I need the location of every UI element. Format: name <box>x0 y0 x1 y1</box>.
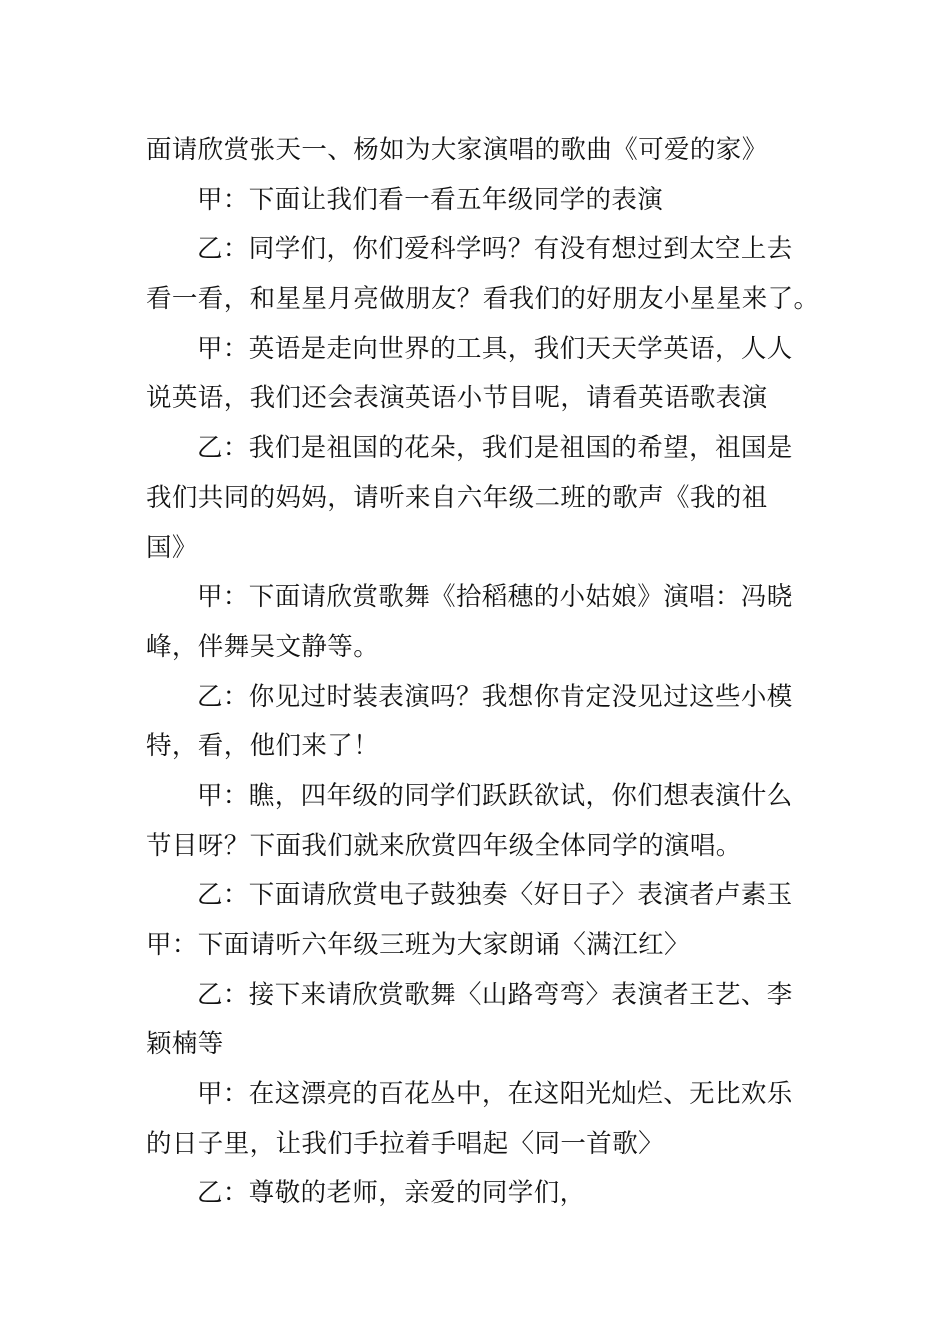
text-line: 甲：下面让我们看一看五年级同学的表演 <box>197 184 664 215</box>
text-line: 甲：瞧，四年级的同学们跃跃欲试，你们想表演什么 <box>197 780 793 811</box>
text-line: 甲：下面请欣赏歌舞《拾稻穗的小姑娘》演唱：冯晓 <box>197 582 793 613</box>
text-line: 说英语，我们还会表演英语小节目呢，请看英语歌表演 <box>146 383 768 414</box>
document-body <box>146 126 820 1219</box>
text-line: 甲：英语是走向世界的工具，我们天天学英语，人人 <box>197 333 793 364</box>
text-line: 我们共同的妈妈，请听来自六年级二班的歌声《我的祖 <box>146 482 768 513</box>
text-line: 甲：在这漂亮的百花丛中，在这阳光灿烂、无比欢乐 <box>197 1079 793 1110</box>
text-line: 乙：同学们，你们爱科学吗？有没有想过到太空上去 <box>197 234 793 265</box>
text-line: 乙：尊敬的老师，亲爱的同学们， <box>197 1178 586 1209</box>
text-line: 看一看，和星星月亮做朋友？看我们的好朋友小星星来了。 <box>146 284 820 315</box>
text-line: 国》 <box>146 532 198 563</box>
text-line: 乙：你见过时装表演吗？我想你肯定没见过这些小模 <box>197 681 793 712</box>
text-line: 乙：接下来请欣赏歌舞〈山路弯弯〉表演者王艺、李 <box>197 979 793 1010</box>
text-line: 乙：下面请欣赏电子鼓独奏〈好日子〉表演者卢素玉 <box>197 880 793 911</box>
text-line: 面请欣赏张天一、杨如为大家演唱的歌曲《可爱的家》 <box>146 135 768 165</box>
text-line: 的日子里，让我们手拉着手唱起〈同一首歌〉 <box>146 1128 665 1159</box>
text-line: 甲：下面请听六年级三班为大家朗诵〈满江红〉 <box>146 930 690 960</box>
text-line: 乙：我们是祖国的花朵，我们是祖国的希望，祖国是 <box>197 433 793 464</box>
text-line: 特，看，他们来了！ <box>146 731 380 762</box>
text-line: 峰，伴舞吴文静等。 <box>146 631 380 662</box>
text-line: 颖楠等 <box>146 1029 224 1060</box>
text-line: 节目呀？下面我们就来欣赏四年级全体同学的演唱。 <box>146 830 742 861</box>
